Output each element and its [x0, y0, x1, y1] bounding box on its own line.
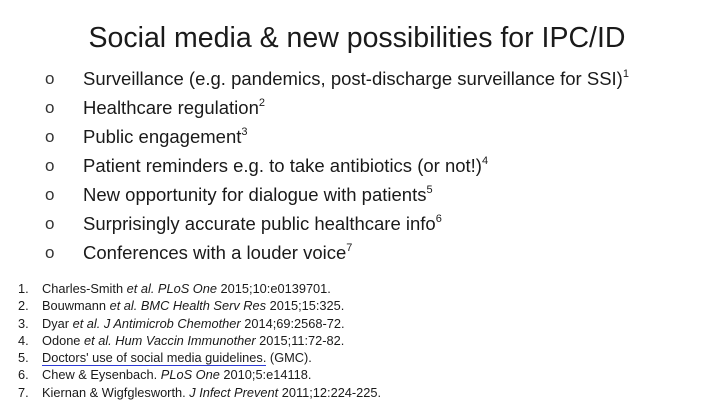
footnote-ref: 5 — [426, 183, 433, 196]
reference-number: 4. — [18, 332, 29, 348]
bullet-item — [45, 151, 629, 180]
bullet-text: Conferences with a louder voice$^7$ — [83, 241, 353, 263]
bullet-item — [45, 64, 629, 93]
bullet-text: Surprisingly accurate public healthcare info$^6$ — [83, 212, 442, 234]
bullet-text: New opportunity for dialogue with patients$^5$ — [83, 183, 433, 205]
gmc-guidelines-link[interactable]: Doctors' use of social media guidelines. — [42, 350, 267, 366]
bullet-item — [45, 93, 629, 122]
reference-item: 5. Doctors' use of social media guidelines. (GMC). — [18, 350, 312, 366]
bullet-item — [45, 122, 629, 151]
bullet-marker-icon: o — [45, 156, 55, 175]
reference-item: 4. Odone et al. Hum Vaccin Immunother 2015;11:72-82. — [18, 332, 345, 348]
bullet-marker-icon: o — [45, 243, 55, 262]
bullet-text: Healthcare regulation$^2$ — [83, 96, 265, 118]
reference-item: 2. Bouwmann et al. BMC Health Serv Res 2015;15:325. — [18, 298, 345, 314]
reference-number: 2. — [18, 298, 29, 314]
bullet-list — [45, 64, 629, 267]
slide-title: Social media & new possibilities for IPC/ID — [88, 22, 626, 54]
footnote-ref: 3 — [241, 125, 248, 138]
reference-number: 7. — [18, 384, 29, 400]
reference-list — [18, 280, 381, 401]
bullet-marker-icon: o — [45, 185, 55, 204]
footnote-ref: 6 — [435, 212, 442, 225]
reference-item: 7. Kiernan & Wigfglesworth. J Infect Prevent 2011;12:224-225. — [18, 384, 382, 400]
reference-item: 3. Dyar et al. J Antimicrob Chemother 2014;69:2568-72. — [18, 315, 345, 331]
bullet-text: Patient reminders e.g. to take antibiotics (or not!)$^4$ — [83, 154, 489, 176]
bullet-marker-icon: o — [45, 69, 55, 88]
reference-item: 1. Charles-Smith et al. PLoS One 2015;10:e0139701. — [18, 281, 331, 296]
footnote-ref: 2 — [258, 96, 265, 109]
bullet-text: Public engagement$^3$ — [83, 125, 248, 147]
bullet-item — [45, 209, 629, 238]
bullet-text: Surveillance (e.g. pandemics, post-discharge surveillance for SSI)$^1$ — [83, 67, 629, 89]
bullet-item — [45, 238, 629, 267]
bullet-marker-icon: o — [45, 214, 55, 233]
reference-number: 6. — [18, 367, 29, 383]
bullet-marker-icon: o — [45, 98, 55, 117]
reference-number: 1. — [18, 281, 29, 296]
footnote-ref: 4 — [481, 154, 489, 167]
reference-number: 3. — [18, 315, 29, 331]
bullet-item — [45, 180, 629, 209]
reference-number: 5. — [18, 350, 29, 366]
footnote-ref: 7 — [346, 241, 353, 254]
bullet-marker-icon: o — [45, 127, 55, 146]
reference-item: 6. Chew & Eysenbach. PLoS One 2010;5:e14118. — [18, 367, 312, 383]
footnote-ref: 1 — [622, 67, 629, 80]
